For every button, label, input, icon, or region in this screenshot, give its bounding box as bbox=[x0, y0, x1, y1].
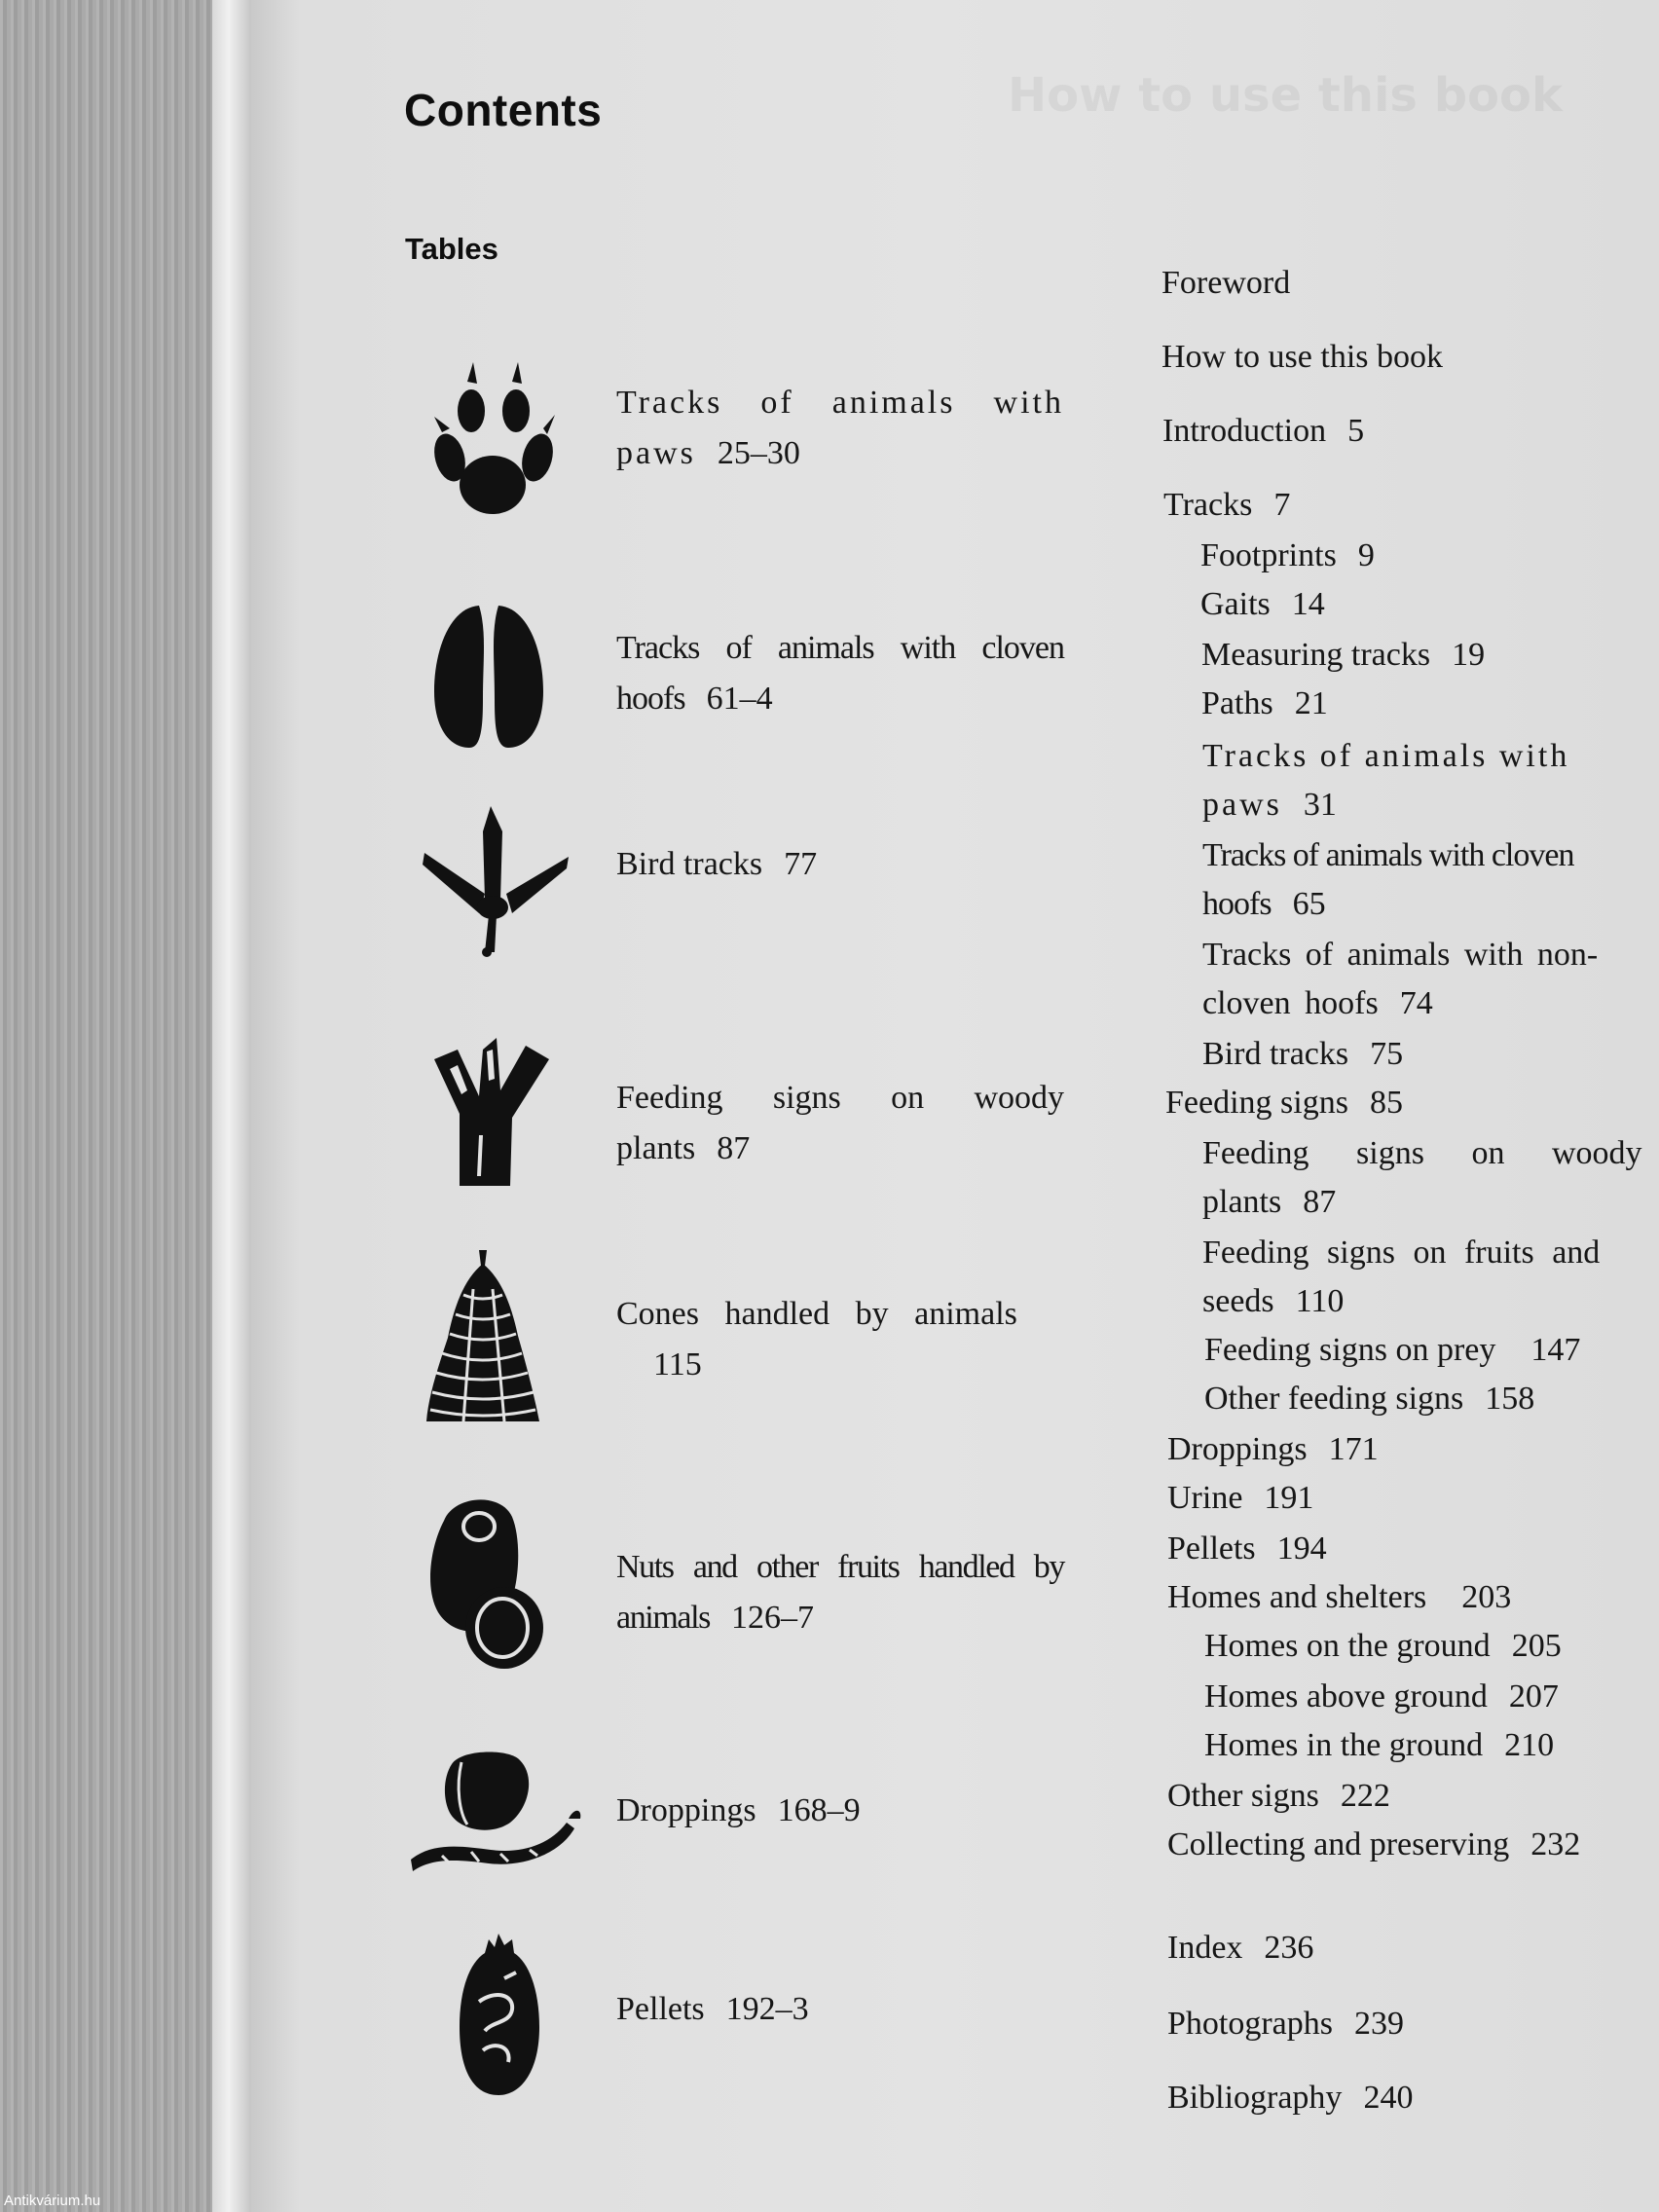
toc-page: 74 bbox=[1399, 985, 1433, 1021]
toc-label: Introduction bbox=[1162, 413, 1327, 449]
toc-label: Homes in the ground bbox=[1204, 1727, 1484, 1763]
bird-track-icon bbox=[423, 806, 569, 957]
table-label: Droppings bbox=[616, 1792, 756, 1828]
toc-label: Tracks of animals with non-cloven hoofs bbox=[1202, 937, 1599, 1021]
toc-item[interactable] bbox=[1202, 1030, 1403, 1079]
toc-item[interactable] bbox=[1204, 1673, 1559, 1721]
toc-page: 147 bbox=[1530, 1332, 1581, 1368]
toc-item[interactable] bbox=[1161, 333, 1443, 382]
toc-label: Foreword bbox=[1161, 265, 1291, 301]
cloven-hoof-icon bbox=[430, 602, 547, 748]
toc-page: 5 bbox=[1347, 413, 1365, 449]
toc-item[interactable] bbox=[1201, 680, 1328, 728]
toc-label: Measuring tracks bbox=[1201, 637, 1431, 673]
toc-item[interactable] bbox=[1204, 1326, 1580, 1375]
watermark: Antikvárium.hu bbox=[4, 2193, 101, 2209]
table-entry-text bbox=[616, 1542, 1064, 1643]
toc-page: 21 bbox=[1294, 685, 1328, 721]
toc-page: 203 bbox=[1461, 1579, 1512, 1615]
toc-item[interactable] bbox=[1167, 1772, 1390, 1821]
table-entry-text bbox=[616, 839, 1064, 890]
toc-item[interactable] bbox=[1167, 2000, 1404, 2048]
page-binding-edge bbox=[212, 0, 253, 2212]
toc-page: 9 bbox=[1357, 537, 1375, 573]
owl-pellet-icon bbox=[456, 1934, 543, 2099]
gnawed-twig-icon bbox=[428, 1030, 555, 1186]
toc-label: Homes above ground bbox=[1204, 1678, 1488, 1714]
table-page: 126–7 bbox=[730, 1600, 814, 1636]
toc-item[interactable] bbox=[1204, 1622, 1562, 1671]
table-entry-text bbox=[616, 1073, 1064, 1174]
table-page: 168–9 bbox=[777, 1792, 861, 1828]
toc-page: 194 bbox=[1276, 1530, 1327, 1567]
toc-item[interactable] bbox=[1167, 1425, 1379, 1474]
toc-item[interactable] bbox=[1167, 2074, 1413, 2122]
table-entry-text bbox=[616, 1289, 1064, 1390]
toc-label: Other signs bbox=[1167, 1778, 1319, 1814]
toc-page: 87 bbox=[1303, 1184, 1337, 1220]
table-label: Tracks of animals with cloven hoofs bbox=[616, 630, 1064, 717]
toc-page: 158 bbox=[1485, 1381, 1535, 1417]
toc-label: Feeding signs on fruits and seeds bbox=[1202, 1235, 1601, 1319]
toc-page: 236 bbox=[1264, 1930, 1314, 1966]
toc-label: Urine bbox=[1167, 1480, 1243, 1516]
toc-page: 207 bbox=[1508, 1678, 1559, 1714]
toc-label: Feeding signs on prey bbox=[1204, 1332, 1496, 1368]
toc-item[interactable] bbox=[1200, 580, 1325, 629]
toc-label: Homes on the ground bbox=[1204, 1628, 1491, 1664]
toc-label: Homes and shelters bbox=[1167, 1579, 1427, 1615]
toc-page: 19 bbox=[1452, 637, 1486, 673]
toc-label: Bibliography bbox=[1167, 2080, 1343, 2116]
table-label: Cones handled by animals bbox=[616, 1296, 1017, 1332]
toc-label: Feeding signs bbox=[1165, 1085, 1348, 1121]
toc-item[interactable] bbox=[1161, 259, 1290, 308]
table-label: Pellets bbox=[616, 1991, 705, 2027]
table-label: Nuts and other fruits handled by animals bbox=[616, 1549, 1064, 1636]
toc-item[interactable] bbox=[1204, 1375, 1534, 1423]
table-page: 25–30 bbox=[717, 435, 800, 471]
table-page: 61–4 bbox=[706, 681, 773, 717]
toc-item[interactable] bbox=[1204, 1721, 1554, 1770]
table-page: 115 bbox=[653, 1346, 702, 1382]
toc-page: 31 bbox=[1303, 787, 1337, 823]
toc-label: Tracks bbox=[1163, 487, 1253, 523]
toc-item[interactable] bbox=[1167, 1573, 1511, 1622]
toc-page: 239 bbox=[1354, 2006, 1404, 2042]
tables-heading: Tables bbox=[405, 232, 498, 266]
toc-page: 85 bbox=[1369, 1085, 1403, 1121]
table-label: Bird tracks bbox=[616, 846, 763, 882]
toc-item[interactable] bbox=[1167, 1821, 1580, 1869]
toc-page: 232 bbox=[1530, 1826, 1581, 1862]
toc-label: Droppings bbox=[1167, 1431, 1308, 1467]
paw-print-icon bbox=[428, 360, 555, 535]
table-page: 87 bbox=[717, 1130, 751, 1166]
toc-page: 7 bbox=[1273, 487, 1291, 523]
toc-label: How to use this book bbox=[1161, 339, 1443, 375]
table-page: 192–3 bbox=[725, 1991, 809, 2027]
toc-item[interactable] bbox=[1167, 1474, 1313, 1523]
table-entry-text bbox=[616, 1786, 1064, 1836]
pine-cone-icon bbox=[424, 1250, 541, 1425]
toc-item[interactable] bbox=[1163, 481, 1290, 530]
toc-item[interactable] bbox=[1167, 1924, 1313, 1972]
toc-label: Tracks of animals with cloven hoofs bbox=[1202, 837, 1574, 922]
toc-page: 210 bbox=[1504, 1727, 1555, 1763]
show-through-heading: How to use this book bbox=[1008, 68, 1563, 123]
table-entry-text bbox=[616, 378, 1064, 479]
toc-item[interactable] bbox=[1162, 407, 1364, 456]
toc-item[interactable] bbox=[1202, 1129, 1659, 1227]
table-entry-text bbox=[616, 1984, 1064, 2035]
toc-item[interactable] bbox=[1167, 1525, 1327, 1573]
table-page: 77 bbox=[784, 846, 818, 882]
toc-page: 171 bbox=[1328, 1431, 1379, 1467]
toc-page: 240 bbox=[1363, 2080, 1414, 2116]
toc-item[interactable] bbox=[1165, 1079, 1403, 1127]
toc-page: 65 bbox=[1292, 886, 1326, 922]
toc-label: Pellets bbox=[1167, 1530, 1256, 1567]
toc-page: 75 bbox=[1370, 1036, 1404, 1072]
toc-label: Gaits bbox=[1200, 586, 1271, 622]
toc-label: Tracks of animals with paws bbox=[1202, 738, 1570, 823]
toc-label: Footprints bbox=[1200, 537, 1337, 573]
toc-page: 14 bbox=[1291, 586, 1325, 622]
toc-label: Bird tracks bbox=[1202, 1036, 1349, 1072]
toc-item[interactable] bbox=[1202, 831, 1659, 929]
toc-item[interactable] bbox=[1200, 532, 1375, 580]
toc-item[interactable] bbox=[1201, 631, 1485, 680]
toc-label: Paths bbox=[1201, 685, 1273, 721]
toc-page: 222 bbox=[1340, 1778, 1390, 1814]
page-title: Contents bbox=[404, 85, 603, 135]
toc-label: Index bbox=[1167, 1930, 1243, 1966]
toc-page: 205 bbox=[1511, 1628, 1562, 1664]
toc-item[interactable] bbox=[1202, 1229, 1659, 1326]
toc-label: Other feeding signs bbox=[1204, 1381, 1464, 1417]
table-entry-text bbox=[616, 623, 1064, 724]
toc-item[interactable] bbox=[1202, 931, 1650, 1028]
gnawed-nut-icon bbox=[424, 1492, 551, 1672]
table-label: Feeding signs on woody plants bbox=[616, 1080, 1064, 1166]
toc-label: Feeding signs on woody plants bbox=[1202, 1135, 1642, 1220]
toc-page: 191 bbox=[1264, 1480, 1314, 1516]
toc-label: Collecting and preserving bbox=[1167, 1826, 1510, 1862]
droppings-icon bbox=[403, 1749, 583, 1875]
toc-item[interactable] bbox=[1202, 732, 1659, 830]
table-label: Tracks of animals with paws bbox=[616, 385, 1064, 471]
toc-label: Photographs bbox=[1167, 2006, 1333, 2042]
toc-page: 110 bbox=[1295, 1283, 1345, 1319]
